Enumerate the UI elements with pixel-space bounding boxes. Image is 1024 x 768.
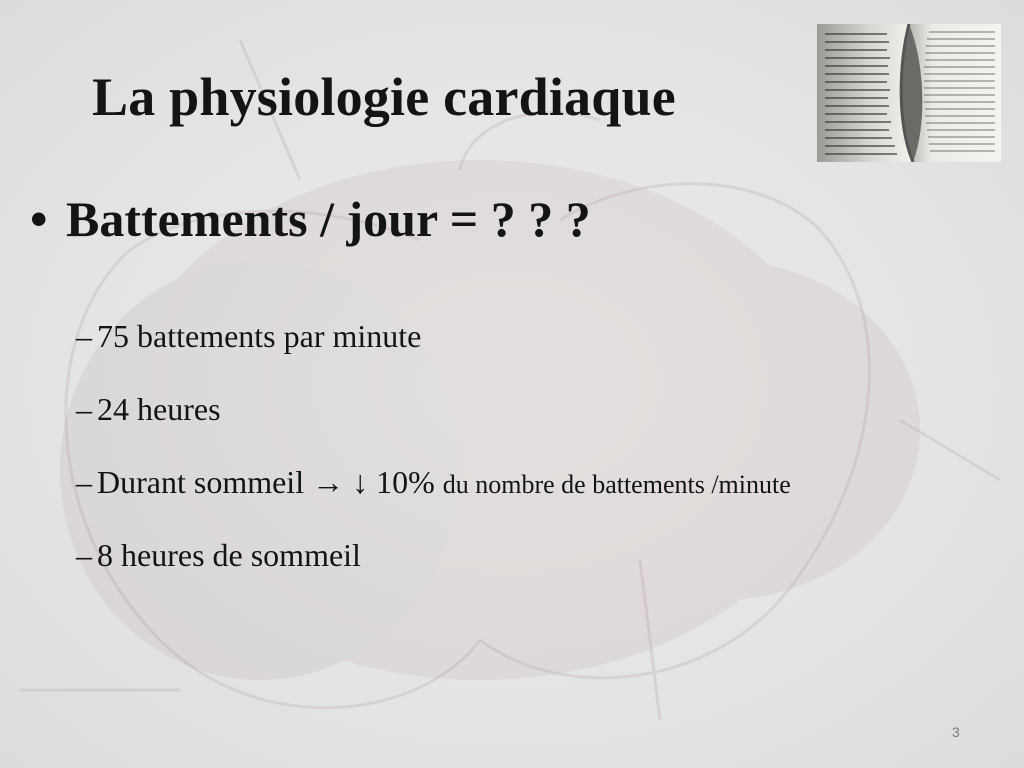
sub-bullet-text: 75 battements par minute xyxy=(97,318,422,354)
sub-bullet-marker: – xyxy=(76,464,92,500)
sub-bullet-marker: – xyxy=(76,537,92,573)
sub-bullet-marker: – xyxy=(76,391,92,427)
main-bullet-text: Battements / jour = ? ? ? xyxy=(66,191,591,247)
open-book-photo xyxy=(817,24,1001,162)
sub-bullet-marker: – xyxy=(76,318,92,354)
main-bullet xyxy=(30,190,591,248)
sub-bullet xyxy=(76,464,791,501)
slide-title: La physiologie cardiaque xyxy=(92,67,676,127)
sub-bullet-text: 24 heures xyxy=(97,391,221,427)
sub-bullet xyxy=(76,318,421,355)
bullet-marker: • xyxy=(30,191,48,247)
sub-bullet-note: du nombre de battements /minute xyxy=(442,470,791,499)
sub-bullet xyxy=(76,391,221,428)
sub-bullet xyxy=(76,537,361,574)
sub-bullet-text: 8 heures de sommeil xyxy=(97,537,361,573)
sub-bullet-text: Durant sommeil → ↓ 10% xyxy=(97,464,435,500)
page-number: 3 xyxy=(952,724,960,740)
